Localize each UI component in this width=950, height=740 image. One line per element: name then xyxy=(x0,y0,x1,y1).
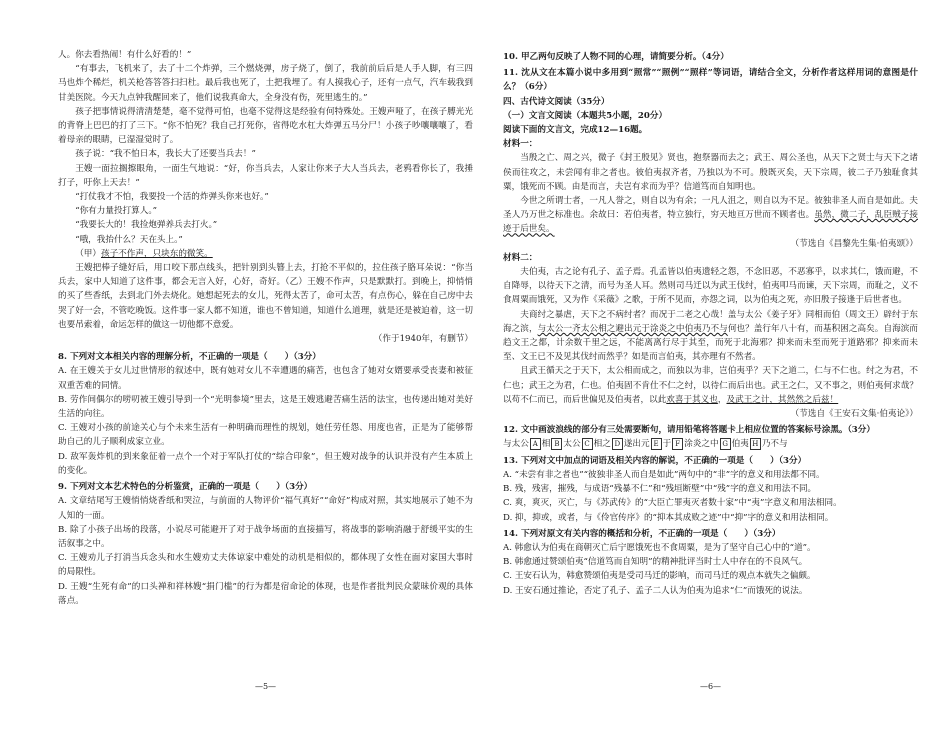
segment-text: 伯夷 xyxy=(731,439,749,450)
segment-text: 相之 xyxy=(593,439,611,450)
question-9-option: A. 文章结尾写王嫂悄悄烧香纸和哭泣，与前面的人物评价“福气真好”“命好”构成对照，其实地展示了她不为人知的一面。 xyxy=(58,496,473,521)
section-heading: 四、古代诗文阅读（35分） xyxy=(503,96,610,107)
question-14-option: D. 王安石通过推论，否定了孔子、孟子二人认为伯夷为追求“仁”而饿死的说法。 xyxy=(503,585,808,596)
segment-text: 涂炎之中 xyxy=(684,439,719,450)
material-2-underlined: 欢喜于其义也 xyxy=(666,394,718,405)
question-12-stem: 12. 文中画波浪线的部分有三处需要断句，请用铅笔将答题卡上相应位置的答案标号涂黑。（3分） xyxy=(503,425,875,436)
question-13-option: D. 抑，抑或，或者，与《伶官传序》的“抑本其成败之迹”中“抑”字的意义和用法相同。 xyxy=(503,512,834,523)
question-13-stem: 13. 下列对文中加点的词语及相关内容的解说，不正确的一项是（ ）（3分） xyxy=(503,455,807,466)
story-paragraph: “有事去，飞机来了，去了十二个炸弹，三个燃烧弹，房子烧了，倒了，我前前后后是人手人脚，有三四马也炸个稀烂，机关枪答答答扫扫杜。最后我也死了，土把我埋了。有人摸我心子，还有一点气，汽车载我到甘美医院。今天九点钟我醒回来了，他们说我真命大，全身没有伤，死里逃生的。” xyxy=(58,64,473,103)
question-13-option: A. “未尝有非之者也”“彼独非圣人而自是如此”两句中的“非”字的意义和用法都不同。 xyxy=(503,469,825,480)
material-2-text: 夫商纣之暴虐，天下之不病纣者？ xyxy=(520,309,650,320)
material-1-wavy-sentence: 虽然，微二子，乱臣贼子接迹于后世矣。 xyxy=(503,210,918,235)
story-paragraph: 王嫂一面拉搁擦眼角，一面生气地说：“好，你当兵去，人家让你来子大人当兵去，老鸦看你长了，我捶打子，吁你上天去！” xyxy=(58,163,473,188)
material-2-wavy-sentence: 与太公一齐太公相之避出元于涂炎之中伯夷乃不与 xyxy=(537,323,728,334)
jia-sentence: 孩子不作声，只块东的微笑。 xyxy=(100,248,213,259)
question-11-stem: 11. 沈从文在本篇小说中多用到“照常”“照例”“照样”等词语，请结合全文，分析作者这样用词的意图是什么？（6分） xyxy=(503,68,918,93)
segment-text: 乃不与 xyxy=(761,439,788,450)
segment-text: 遂出元 xyxy=(623,439,650,450)
material-1-text: 今世之所谓士者，一凡人誉之，则自以为有余；一凡人沮之，则自以为不足。彼独非圣人而自是如此。夫圣人乃万世之标准也。余故曰：若伯夷者，特立独行，穷天地亘万世而不顾者也。 xyxy=(503,196,918,221)
question-8-stem: 8. 下列对文本相关内容的理解分析，不正确的一项是（ ）（3分） xyxy=(58,352,321,363)
story-paragraph: “我要长大的！我捡炮弹养兵去打火。” xyxy=(75,220,218,231)
story-paragraph-jia xyxy=(58,247,473,261)
question-8-option: A. 在王嫂关于女儿过世情形的叙述中，既有她对女儿不幸遭遇的痛苦，也包含了她对女婿要承受丧妻和被征双重苦难的同情。 xyxy=(58,366,473,391)
material-1-label: 材料一： xyxy=(503,139,538,150)
answer-box[interactable]: G xyxy=(720,438,731,450)
question-13-option: C. 爽，爽灭，灭亡，与《苏武传》的“大臣亡罪夷灭者数十家”中“夷”字意义和用法相同。 xyxy=(503,498,842,509)
question-9-option: C. 王嫂劝儿子打消当兵念头和水生嫂劝丈夫体谅家中难处的动机是相似的，都体现了女性在面对家国大事时的局限性。 xyxy=(58,553,473,578)
material-1-credit: （节选自《昌黎先生集·伯夷颂》） xyxy=(790,238,918,249)
material-2-text: 抑来而未至而死于道路邪？抑来而未至、文王已不及见其伐纣而然乎？如是而言伯夷，其亦理有不然者。 xyxy=(503,338,918,363)
jia-marker: （甲） xyxy=(75,248,101,259)
question-8-option: B. 劳作间偶尔的唠叨被王嫂引导到一个“光明参境”里去，这是王嫂逃避苦痛生活的法宝，也传递出她对美好生活的向往。 xyxy=(58,394,473,420)
story-paragraph: 孩子把事情说得清清楚楚，毫不觉得可怕，也毫不觉得这是经验有何特殊处。王嫂声哑了，在孩子膊光光的背脊上巴巴的打了三下。“你不怕死？我自己打死你，省得吃水杠大炸弹五马分尸！小孩子吵嚷嚷嚷了，看着母亲的眼睛，已湿湿觉时了。 xyxy=(58,106,473,146)
material-2-label: 材料二： xyxy=(503,252,538,263)
answer-box[interactable]: D xyxy=(612,438,623,450)
material-2-text: 且武王循天之于天下，太公相而成之，而独以为非，岂伯夷乎？天下之道二，仁与不仁也。纣之为君，不仁也；武王之为君，仁也。伯夷固不肯仕不仁之纣，以待仁而后出也。武王之仁，又不事之，则伯夷何求哉？以苟不仁而已，而后世偏见及伯夷者，以此 xyxy=(503,366,918,405)
story-credit: （作于1940年，有删节） xyxy=(373,334,473,345)
answer-box[interactable]: H xyxy=(750,438,761,450)
story-paragraph: “打仗我才不怕，我要投一个活的炸弹头你来也好。” xyxy=(75,192,269,203)
material-2-text: ， xyxy=(717,394,727,405)
answer-box[interactable]: B xyxy=(551,438,562,450)
material-1-paragraph: 当殷之亡、周之兴，微子《封王殷见》贤也，抱祭器而去之；武王、周公圣也，从天下之贤士与天下之诸侯而往攻之，未尝闻有非之者也。彼伯夷叔齐者，乃独以为不可。殷既灭矣，天下宗周，彼二子乃独耻食其粟，饿死而不顾。由是而言，夫岂有求而为乎？信道笃而自知明也。 xyxy=(503,153,918,192)
question-14-option: B. 韩愈通过赞颂伯夷“信道笃而自知明”的精神批评当时士人中存在的不良风气。 xyxy=(503,557,808,568)
page-number-left: —5— xyxy=(254,682,277,691)
question-10-stem: 10. 甲乙两句反映了人物不同的心理，请简要分析。（4分） xyxy=(503,52,729,62)
material-2-underlined: 及武王之计，其然然之后兹！ xyxy=(726,394,839,405)
question-9-option: D. 王嫂“生死有命”的口头禅和祥林嫂“捐门槛”的行为都是宿命论的体现，也是作者批判民众蒙昧价观的具体落点。 xyxy=(58,581,473,606)
material-1-paragraph xyxy=(503,194,918,237)
material-2-paragraph xyxy=(503,308,918,365)
material-2-paragraph xyxy=(503,364,918,407)
question-8-option: C. 王嫂对小孩的前途关心与个未来生活有一种明确而理性的规划，她任劳任怨、用度也省，正是为了能够帮助自己的儿子顺利成家立业。 xyxy=(58,423,473,448)
question-9-stem: 9. 下列对文本艺术特色的分析鉴赏，正确的一项是（ ）（3分） xyxy=(58,482,313,493)
segment-text: 于 xyxy=(662,439,672,450)
material-2-text: 何也？盖行年八十有，而基积困之高矣。自海滨而趋文王之都，计余数千里之远，不能离离行尽于其至，而死于北海邪？ xyxy=(503,323,918,349)
subsection-heading: （一）文言文阅读（本题共5小题，20分） xyxy=(503,110,668,121)
reading-instruction: 阅读下面的文言文，完成12—16题。 xyxy=(503,125,648,136)
segment-text: 相 xyxy=(541,439,551,450)
material-2-paragraph: 夫伯夷，古之论有孔子、孟子焉。孔孟皆以伯夷遗轻之怨，不念旧恶，不恶寡乎，以求其仁，饿而避，不自降辱，以待天下之清，而号为圣人耳。然则司马迁以为武王伐纣，伯夷叩马而谏，天下宗周，而耻之，义不食周粟而饿死，又为作《采薇》之歌，于所不见而，亦怨之词，以为伯夷之死，亦旧殷子接逢于后世者也。 xyxy=(503,267,918,306)
segment-text: 太公 xyxy=(563,439,581,450)
material-2-text: 而况于二老之心哉！盖与太公《姜子牙》同相而伯（周文王）辟纣于东海之滨， xyxy=(503,309,918,334)
story-paragraph: 王嫂把棒子缝好后，用口咬下那点线头，把针别到头簪上去，打抢不平似的，拉住孩子胳耳朵说：“你当兵去，家中人知道了这件事，都会无言入好，心好，奇好。（乙）王嫂不作声，只是默默打。到晚上，抑悄悄的买了些香纸，去到北门外去烧化。她想起死去的女儿，死得太苦了，命可太苦，有点伤心，躲在自己房中去哭了好一会，不管吃晚饭。这件事一家人都不知道，谁也不曾知道，知道什么道理，就是还是被迫着，这一切也要吊索着，命运怎样的做这一切他都不意爱。 xyxy=(58,263,473,330)
answer-box[interactable]: E xyxy=(651,438,662,450)
story-paragraph: 孩子说：“我不怕日本，我长大了还要当兵去！” xyxy=(75,149,256,160)
segment-text: 与太公 xyxy=(503,439,529,450)
story-paragraph: 人。你去看热闹！有什么好看的！” xyxy=(58,50,192,60)
question-13-option: B. 残，残害，摧残，与成语“残暴不仁”和“残垣断壁”中“残”字的意义和用法不同。 xyxy=(503,484,817,495)
answer-box[interactable]: C xyxy=(582,438,593,450)
page-number-right: —6— xyxy=(699,682,722,691)
question-14-option: A. 韩愈认为伯夷在商朝灭亡后宁愿饿死也不食周粟，是为了坚守自己心中的“道”。 xyxy=(503,542,816,553)
right-page xyxy=(503,48,918,708)
question-9-option: B. 除了小孩子出场的段落，小说尽可能避开了对于战争场面的直接描写，将战事的影响消融于舒缓平实的生活叙事之中。 xyxy=(58,524,473,549)
question-14-option: C. 王安石认为，韩愈赞颂伯夷是受司马迁的影响，而司马迁的观点本就失之偏颇。 xyxy=(503,571,816,582)
left-page xyxy=(58,48,473,708)
answer-box[interactable]: A xyxy=(530,438,541,450)
question-12-segment xyxy=(503,437,918,451)
question-14-stem: 14. 下列对原文有关内容的概括和分析，不正确的一项是（ ）（3分） xyxy=(503,528,781,539)
material-2-credit: （节选自《王安石文集·伯夷论》） xyxy=(790,409,918,420)
answer-box[interactable]: F xyxy=(672,438,683,450)
story-paragraph: “哦，我抬什么？天在头上。” xyxy=(75,234,183,245)
story-paragraph: “你有力量投打算人。” xyxy=(75,206,158,217)
question-8-option: D. 敌军轰炸机的到来象征着一点个一个对于军队打仗的“综合印象”，但王嫂对战争的认识并没有产生本质上的变化。 xyxy=(58,451,473,476)
